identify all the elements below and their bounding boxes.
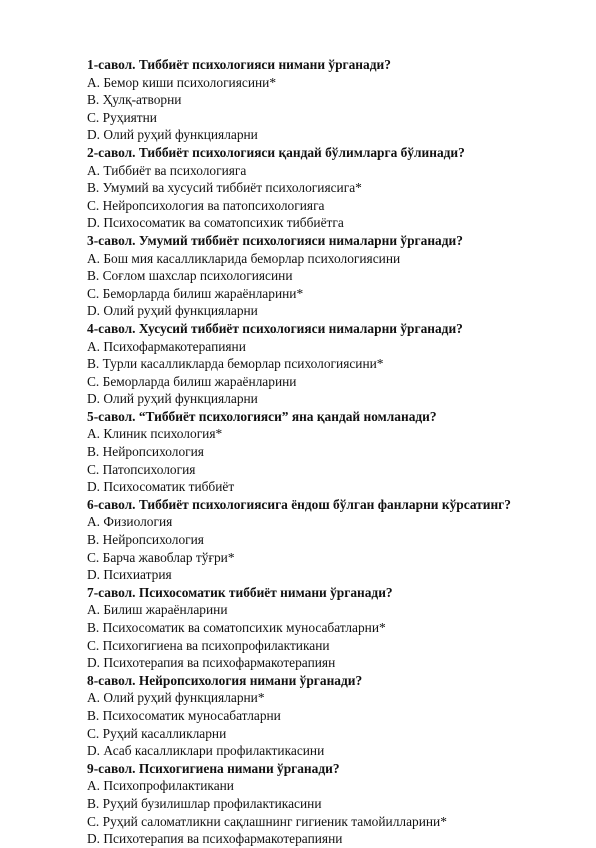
answer-option-d: D. Олий руҳий функцияларни (87, 303, 258, 319)
question-title: 7-савол. Психосоматик тиббиёт нимани ўрганади? (87, 584, 393, 600)
answer-option-b: B. Руҳий бузилишлар профилактикасини (87, 795, 322, 811)
answer-option-d: D. Олий руҳий функцияларни (87, 127, 258, 143)
answer-option-d: D. Асаб касалликлари профилактикасини (87, 743, 325, 759)
question-title: 3-савол. Умумий тиббиёт психологияси нималарни ўрганади? (87, 232, 463, 248)
question-title: 5-савол. “Тиббиёт психологияси” яна қандай номланади? (87, 408, 437, 424)
question-2 (87, 144, 577, 232)
answer-option-d: D. Психосоматик ва соматопсихик тиббиётга (87, 215, 344, 231)
answer-option-c: C. Патопсихология (87, 461, 196, 477)
answer-option-c: C. Руҳий саломатликни сақлашнинг гигиеник тамойилларини* (87, 813, 447, 829)
answer-option-c: C. Психогигиена ва психопрофилактикани (87, 637, 330, 653)
question-title: 4-савол. Хусусий тиббиёт психологияси нималарни ўрганади? (87, 320, 463, 336)
document-page (87, 56, 577, 848)
question-title: 2-савол. Тиббиёт психологияси қандай бўлимларга бўлинади? (87, 144, 465, 160)
question-title: 6-савол. Тиббиёт психологиясига ёндош бўлган фанларни кўрсатинг? (87, 496, 511, 512)
question-8 (87, 672, 577, 760)
answer-option-a: A. Олий руҳий функцияларни* (87, 690, 265, 706)
answer-option-d: D. Олий руҳий функцияларни (87, 391, 258, 407)
question-title: 9-савол. Психогигиена нимани ўрганади? (87, 760, 340, 776)
answer-option-b: B. Умумий ва хусусий тиббиёт психологиясига* (87, 180, 362, 196)
question-3 (87, 232, 577, 320)
question-1 (87, 56, 577, 144)
answer-option-b: B. Соғлом шахслар психологиясини (87, 268, 293, 284)
answer-option-a: A. Клиник психология* (87, 426, 223, 442)
answer-option-b: B. Нейропсихология (87, 532, 204, 548)
answer-option-a: A. Психопрофилактикани (87, 778, 234, 794)
answer-option-d: D. Психотерапия ва психофармакотерапиян (87, 655, 336, 671)
question-9 (87, 760, 577, 848)
answer-option-d: D. Психиатрия (87, 567, 172, 583)
question-7 (87, 584, 577, 672)
answer-option-c: C. Барча жавоблар тўғри* (87, 549, 235, 565)
answer-option-a: A. Физиология (87, 514, 173, 530)
answer-option-d: D. Психотерапия ва психофармакотерапияни (87, 831, 343, 847)
answer-option-b: B. Турли касалликларда беморлар психологиясини* (87, 356, 384, 372)
answer-option-a: A. Билиш жараёнларини (87, 602, 228, 618)
answer-option-b: B. Нейропсихология (87, 444, 204, 460)
answer-option-b: B. Психосоматик ва соматопсихик муносабатларни* (87, 620, 386, 635)
answer-option-c: C. Руҳий касалликларни (87, 725, 227, 741)
answer-option-a: A. Психофармакотерапияни (87, 338, 246, 354)
answer-option-c: C. Нейропсихология ва патопсихологияга (87, 197, 325, 213)
answer-option-b: B. Ҳулқ-атворни (87, 92, 182, 108)
answer-option-b: B. Психосоматик муносабатларни (87, 707, 281, 723)
answer-option-d: D. Психосоматик тиббиёт (87, 479, 235, 495)
question-title: 8-савол. Нейропсихология нимани ўрганади? (87, 672, 363, 688)
answer-option-a: A. Тиббиёт ва психологияга (87, 162, 247, 178)
answer-option-a: A. Бемор киши психологиясини* (87, 74, 277, 90)
answer-option-c: C. Беморларда билиш жараёнларини* (87, 285, 304, 301)
question-6 (87, 496, 577, 584)
answer-option-a: A. Бош мия касалликларида беморлар психологиясини (87, 250, 401, 266)
question-4 (87, 320, 577, 408)
question-title: 1-савол. Тиббиёт психологияси нимани ўрганади? (87, 57, 391, 72)
question-5 (87, 408, 577, 496)
answer-option-c: C. Руҳиятни (87, 109, 157, 125)
answer-option-c: C. Беморларда билиш жараёнларини (87, 373, 297, 389)
